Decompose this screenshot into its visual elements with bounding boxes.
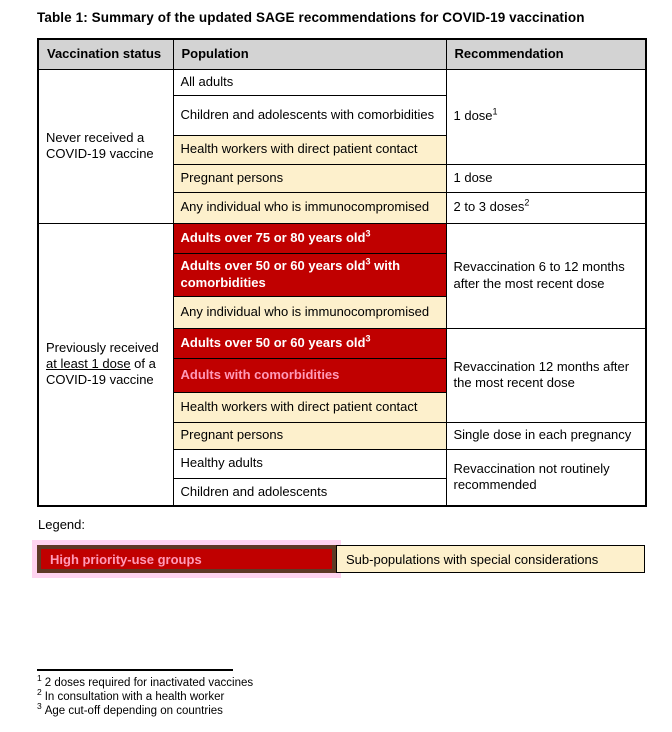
population-text: Adults over 50 or 60 years old [180, 334, 366, 350]
population-text: All adults [180, 73, 234, 89]
superscript: 1 [492, 107, 498, 118]
status-text: Never received a COVID-19 vaccine [46, 129, 154, 161]
footnote-3 [37, 701, 437, 718]
recommendation-cell [446, 69, 646, 164]
recommendation-cell [446, 192, 646, 223]
table-header-row [38, 39, 646, 69]
population-text: Any individual who is immunocompromised [180, 303, 430, 319]
header-recommendation: Recommendation [446, 39, 646, 69]
population-cell [173, 69, 446, 95]
population-cell [173, 253, 446, 296]
status-text: Previously received [46, 339, 159, 355]
population-text: Children and adolescents with comorbidities [180, 106, 435, 122]
recommendation-text: 1 dose [453, 108, 493, 124]
population-text: Adults over 75 or 80 years old [180, 229, 366, 245]
status-cell-never-received [38, 69, 173, 223]
population-text: Pregnant persons [180, 427, 284, 443]
recommendation-text: Single dose in each pregnancy [453, 427, 632, 443]
status-text-underlined: at least 1 dose [46, 356, 131, 372]
population-cell [173, 223, 446, 253]
population-text: Adults over 50 or 60 years old [180, 258, 366, 274]
population-text: Health workers with direct patient contact [180, 141, 418, 157]
legend-item-special-considerations [336, 545, 645, 573]
footnote-2 [37, 687, 437, 704]
recommendation-text: 2 to 3 doses [453, 199, 525, 215]
legend [37, 545, 645, 573]
footnote-marker: 1 [37, 673, 42, 684]
population-text: Adults with comorbidities [180, 366, 340, 382]
header-population: Population [173, 39, 446, 69]
recommendation-text: Revaccination 6 to 12 months after the most recent dose [453, 259, 625, 291]
recommendation-text: 1 dose [453, 169, 493, 185]
footnote-text: Age cut-off depending on countries [44, 705, 223, 717]
population-cell [173, 328, 446, 358]
superscript: 3 [365, 228, 371, 239]
recommendation-cell [446, 449, 646, 506]
legend-label: Legend: [38, 517, 85, 532]
population-text: Children and adolescents [180, 483, 328, 499]
population-cell [173, 296, 446, 328]
recommendation-cell [446, 422, 646, 449]
population-text: Health workers with direct patient contact [180, 398, 418, 414]
superscript: 2 [524, 198, 530, 209]
population-cell [173, 135, 446, 164]
population-cell [173, 164, 446, 192]
footnote-marker: 3 [37, 701, 42, 712]
status-cell-previously-received [38, 223, 173, 506]
recommendation-cell [446, 164, 646, 192]
footnote-marker: 2 [37, 687, 42, 698]
footnote-text: 2 doses required for inactivated vaccines [44, 677, 254, 689]
population-cell [173, 422, 446, 449]
population-text: Any individual who is immunocompromised [180, 199, 430, 215]
status-text: of a COVID-19 vaccine [46, 356, 156, 388]
footnote-text: In consultation with a health worker [44, 691, 225, 703]
population-cell [173, 392, 446, 422]
legend-item-text: Sub-populations with special considerations [346, 551, 599, 567]
table-row [38, 223, 646, 253]
footnote-divider [37, 669, 233, 671]
legend-item-text: High priority-use groups [50, 551, 202, 567]
header-vaccination-status: Vaccination status [38, 39, 173, 69]
superscript: 3 [365, 256, 371, 267]
table-row [38, 69, 646, 95]
footnotes [37, 673, 437, 718]
population-text-tail: with comorbidities [180, 258, 401, 290]
population-text: Pregnant persons [180, 169, 284, 185]
population-text: Healthy adults [180, 455, 263, 471]
sage-recommendations-table [37, 38, 647, 507]
legend-item-high-priority [37, 545, 336, 573]
table-title: Table 1: Summary of the updated SAGE recommendations for COVID-19 vaccination [37, 10, 585, 25]
recommendation-text: Revaccination not routinely recommended [453, 461, 610, 493]
population-cell [173, 192, 446, 223]
recommendation-cell [446, 223, 646, 328]
footnote-1 [37, 673, 437, 690]
population-cell [173, 95, 446, 135]
superscript: 3 [365, 333, 371, 344]
population-cell [173, 478, 446, 506]
population-cell [173, 449, 446, 478]
population-cell-highlighted [173, 358, 446, 392]
recommendation-text: Revaccination 12 months after the most recent dose [453, 358, 630, 390]
recommendation-cell [446, 328, 646, 422]
